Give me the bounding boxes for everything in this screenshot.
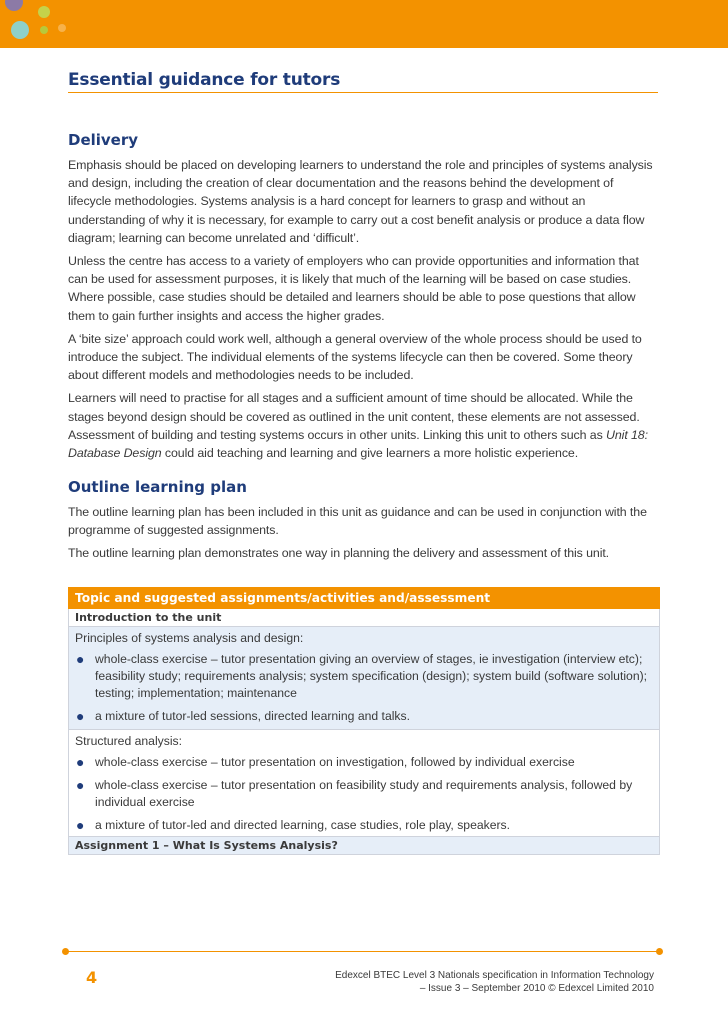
list-item-text: whole-class exercise – tutor presentation on feasibility study and requirements analysis, followed by individual exercise — [95, 778, 633, 809]
structured-analysis-cell — [69, 730, 660, 837]
footer-dot-right — [656, 948, 663, 955]
block-title: Principles of systems analysis and design: — [75, 631, 304, 645]
delivery-paragraph-4 — [68, 389, 658, 462]
bullet-icon: ● — [76, 777, 85, 793]
footer-text — [335, 969, 654, 995]
footer-line-2: – Issue 3 – September 2010 © Edexcel Limited 2010 — [419, 983, 654, 994]
page-title: Essential guidance for tutors — [68, 70, 658, 93]
list-item — [75, 708, 653, 725]
table-header-cell: Topic and suggested assignments/activities and/assessment — [69, 588, 660, 609]
bullet-icon: ● — [76, 651, 85, 667]
list-item-text: a mixture of tutor-led sessions, directed learning and talks. — [95, 709, 411, 723]
delivery-section — [68, 131, 658, 467]
list-item-text: a mixture of tutor-led and directed learning, case studies, role play, speakers. — [95, 818, 511, 832]
dot-green-small — [40, 26, 48, 34]
unit-reference: Unit 18: Database Design — [68, 427, 648, 461]
page-number: 4 — [86, 968, 98, 987]
list-item-text: whole-class exercise – tutor presentation on investigation, followed by individual exercise — [95, 755, 575, 769]
bullet-list — [75, 754, 653, 834]
dot-purple — [5, 0, 23, 11]
delivery-heading: Delivery — [68, 131, 139, 149]
outline-paragraph-1: The outline learning plan has been included in this unit as guidance and can be used in conjunction with the programme of suggested assignments. — [68, 505, 647, 538]
table-row — [69, 627, 660, 730]
principles-cell — [69, 627, 660, 730]
p4-text-a: Learners will need to practise for all stages and a sufficient amount of time should be allocated. While the stages beyond design should be covered as outlined in the unit content, these elements are not assessed. Assessment of building and testing systems occurs in other units. Linking this unit to others such as — [68, 391, 640, 442]
block-title: Structured analysis: — [75, 734, 183, 748]
dot-orange-small — [58, 24, 66, 32]
outline-heading: Outline learning plan — [68, 478, 247, 496]
table-row — [69, 837, 660, 855]
list-item — [75, 817, 653, 834]
table-row — [69, 609, 660, 627]
bullet-icon: ● — [76, 754, 85, 770]
footer-dot-left — [62, 948, 69, 955]
delivery-paragraph-3: A ‘bite size’ approach could work well, although a general overview of the whole process should be used to introduce the subject. The individual elements of the systems lifecycle can then be covered. Some theory about different models and methodologies needs to be included. — [68, 331, 642, 383]
footer-line-1: Edexcel BTEC Level 3 Nationals specification in Information Technology — [335, 970, 654, 981]
dot-lime — [38, 6, 50, 18]
delivery-paragraph-1: Emphasis should be placed on developing learners to understand the role and principles of systems analysis and design, including the creation of clear documentation and the reasons behind the development of lifecycle methodologies. Systems analysis is a hard concept for learners to grasp and without an understanding of why it is necessary, for example to carry out a cost benefit analysis or produce a data flow diagram; learning can become unrelated and ‘difficult’. — [68, 158, 653, 245]
outline-paragraph-2: The outline learning plan demonstrates one way in planning the delivery and assessment of this unit. — [68, 546, 610, 561]
assignment-cell: Assignment 1 – What Is Systems Analysis? — [69, 837, 660, 855]
p4-text-b: could aid teaching and learning and give learners a more holistic experience. — [161, 446, 579, 461]
list-item — [75, 754, 653, 771]
delivery-paragraph-2: Unless the centre has access to a variety of employers who can provide opportunities and information that can be used for assessment purposes, it is likely that much of the learning will be based on case studies. Where possible, case studies should be detailed and learners should be able to pose questions that allow them to gain further insights and access the higher grades. — [68, 254, 639, 323]
intro-cell: Introduction to the unit — [69, 609, 660, 627]
footer-divider — [66, 951, 660, 952]
bullet-icon: ● — [76, 817, 85, 833]
learning-plan-table — [68, 587, 660, 855]
table-header-row — [69, 588, 660, 609]
outline-section — [68, 478, 658, 568]
list-item-text: whole-class exercise – tutor presentation giving an overview of stages, ie investigation (interview etc); feasibility study; requirements analysis; system specification (design); system build (software solution); testing; implementation; maintenance — [95, 652, 648, 700]
bullet-icon: ● — [76, 708, 85, 724]
list-item — [75, 777, 653, 811]
decorative-dots — [0, 0, 120, 48]
table-row — [69, 730, 660, 837]
bullet-list — [75, 651, 653, 725]
dot-teal — [11, 21, 29, 39]
list-item — [75, 651, 653, 702]
